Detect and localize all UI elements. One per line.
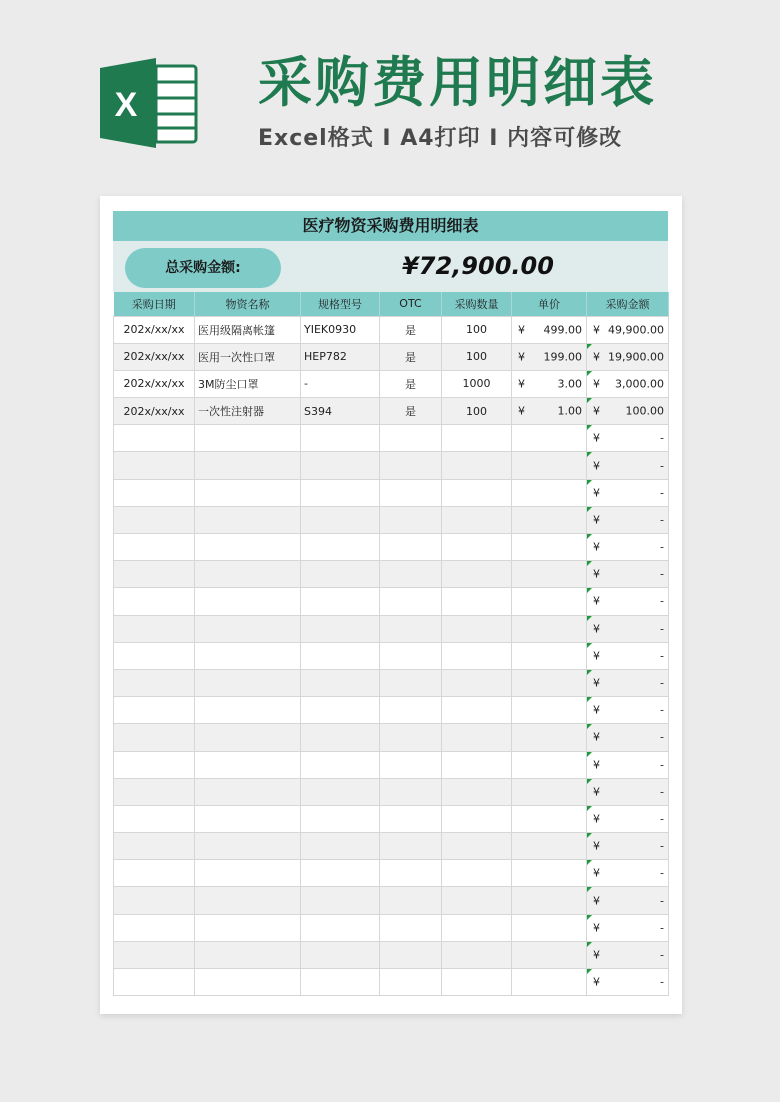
cell-price[interactable] — [512, 724, 587, 751]
total-summary — [113, 241, 668, 292]
cell-qty[interactable] — [442, 860, 512, 887]
cell-amount-value: - — [660, 921, 664, 935]
cell-otc[interactable] — [380, 588, 442, 615]
cell-otc[interactable] — [380, 561, 442, 588]
cell-date[interactable] — [114, 452, 195, 479]
table-row-empty — [114, 724, 669, 751]
cell-amount[interactable] — [587, 615, 669, 642]
cell-amount[interactable] — [587, 642, 669, 669]
cell-amount-value: - — [660, 649, 664, 663]
cell-date[interactable] — [114, 697, 195, 724]
cell-model[interactable] — [301, 561, 380, 588]
table-row-empty — [114, 805, 669, 832]
currency-symbol: ¥ — [518, 323, 525, 337]
cell-price[interactable] — [512, 778, 587, 805]
cell-qty[interactable]: 100 — [442, 316, 512, 343]
col-header-name: 物资名称 — [195, 292, 301, 316]
cell-amount-value: - — [660, 540, 664, 554]
cell-name[interactable] — [195, 615, 301, 642]
cell-model[interactable] — [301, 805, 380, 832]
cell-date[interactable] — [114, 724, 195, 751]
cell-amount[interactable] — [587, 425, 669, 452]
table-row-empty — [114, 452, 669, 479]
table-row — [114, 370, 669, 397]
table-row-empty — [114, 425, 669, 452]
cell-model[interactable] — [301, 588, 380, 615]
cell-name[interactable]: 一次性注射器 — [195, 398, 301, 425]
table-row-empty — [114, 669, 669, 696]
cell-amount-value: - — [660, 676, 664, 690]
cell-otc[interactable]: 是 — [380, 316, 442, 343]
cell-price-value: 499.00 — [543, 323, 582, 337]
cell-qty[interactable] — [442, 941, 512, 968]
cell-amount-value: - — [660, 975, 664, 989]
currency-symbol: ¥ — [593, 812, 600, 826]
cell-amount[interactable] — [587, 343, 669, 370]
page-title: 采购费用明细表 — [258, 51, 657, 114]
cell-amount-value: - — [660, 785, 664, 799]
currency-symbol: ¥ — [593, 486, 600, 500]
table-row-empty — [114, 615, 669, 642]
cell-price[interactable] — [512, 914, 587, 941]
cell-otc[interactable] — [380, 887, 442, 914]
currency-symbol: ¥ — [593, 513, 600, 527]
cell-price[interactable] — [512, 941, 587, 968]
cell-date[interactable] — [114, 669, 195, 696]
table-row-empty — [114, 534, 669, 561]
cell-otc[interactable] — [380, 425, 442, 452]
cell-price[interactable] — [512, 561, 587, 588]
cell-amount[interactable] — [587, 506, 669, 533]
cell-amount[interactable] — [587, 479, 669, 506]
cell-price[interactable] — [512, 805, 587, 832]
cell-qty[interactable] — [442, 751, 512, 778]
cell-otc[interactable]: 是 — [380, 343, 442, 370]
cell-date[interactable] — [114, 751, 195, 778]
col-header-amount: 采购金额 — [587, 292, 669, 316]
cell-qty[interactable] — [442, 615, 512, 642]
cell-name[interactable] — [195, 534, 301, 561]
cell-date[interactable]: 202x/xx/xx — [114, 370, 195, 397]
cell-otc[interactable]: 是 — [380, 398, 442, 425]
cell-otc[interactable] — [380, 860, 442, 887]
sheet-title: 医疗物资采购费用明细表 — [113, 211, 668, 241]
col-header-model: 规格型号 — [301, 292, 380, 316]
cell-amount-value: 19,900.00 — [608, 350, 664, 364]
total-label: 总采购金额: — [125, 248, 281, 288]
currency-symbol: ¥ — [593, 431, 600, 445]
cell-amount-value: 49,900.00 — [608, 323, 664, 337]
cell-price[interactable] — [512, 452, 587, 479]
cell-name[interactable] — [195, 969, 301, 996]
cell-name[interactable] — [195, 479, 301, 506]
table-row-empty — [114, 561, 669, 588]
cell-amount[interactable] — [587, 860, 669, 887]
cell-model[interactable] — [301, 534, 380, 561]
cell-qty[interactable] — [442, 534, 512, 561]
cell-qty[interactable] — [442, 642, 512, 669]
currency-symbol: ¥ — [593, 975, 600, 989]
cell-model[interactable] — [301, 724, 380, 751]
cell-model[interactable] — [301, 941, 380, 968]
cell-qty[interactable] — [442, 479, 512, 506]
cell-qty[interactable] — [442, 724, 512, 751]
cell-otc[interactable] — [380, 805, 442, 832]
cell-price[interactable] — [512, 534, 587, 561]
spreadsheet-page — [100, 196, 682, 1014]
cell-qty[interactable]: 1000 — [442, 370, 512, 397]
cell-name[interactable] — [195, 642, 301, 669]
cell-qty[interactable] — [442, 425, 512, 452]
cell-qty[interactable]: 100 — [442, 398, 512, 425]
cell-date[interactable] — [114, 860, 195, 887]
currency-symbol: ¥ — [593, 948, 600, 962]
cell-name[interactable] — [195, 778, 301, 805]
table-header-row — [114, 292, 669, 316]
cell-price[interactable] — [512, 969, 587, 996]
cell-amount[interactable] — [587, 751, 669, 778]
table-row-empty — [114, 588, 669, 615]
table-row-empty — [114, 833, 669, 860]
cell-model[interactable]: S394 — [301, 398, 380, 425]
cell-qty[interactable] — [442, 887, 512, 914]
cell-amount-value: - — [660, 459, 664, 473]
total-value: ¥72,900.00 — [402, 252, 554, 280]
cell-qty[interactable] — [442, 669, 512, 696]
cell-qty[interactable] — [442, 561, 512, 588]
cell-amount-value: - — [660, 730, 664, 744]
page-subtitle: Excel格式 I A4打印 I 内容可修改 — [258, 126, 623, 151]
table-row-empty — [114, 642, 669, 669]
cell-date[interactable] — [114, 588, 195, 615]
cell-qty[interactable] — [442, 697, 512, 724]
cell-price-value: 199.00 — [543, 350, 582, 364]
cell-name[interactable] — [195, 724, 301, 751]
table-row-empty — [114, 941, 669, 968]
cell-model[interactable] — [301, 697, 380, 724]
cell-date[interactable] — [114, 425, 195, 452]
cell-amount-value: 3,000.00 — [615, 377, 664, 391]
cell-date[interactable]: 202x/xx/xx — [114, 343, 195, 370]
currency-symbol: ¥ — [518, 377, 525, 391]
currency-symbol: ¥ — [593, 323, 600, 337]
currency-symbol: ¥ — [593, 350, 600, 364]
cell-date[interactable] — [114, 941, 195, 968]
cell-amount[interactable] — [587, 452, 669, 479]
cell-amount[interactable] — [587, 370, 669, 397]
cell-model[interactable] — [301, 751, 380, 778]
currency-symbol: ¥ — [593, 894, 600, 908]
cell-amount[interactable] — [587, 941, 669, 968]
table-row-empty — [114, 914, 669, 941]
cell-amount-value: - — [660, 594, 664, 608]
cell-date[interactable] — [114, 969, 195, 996]
cell-price[interactable] — [512, 588, 587, 615]
cell-amount[interactable] — [587, 914, 669, 941]
cell-price[interactable] — [512, 316, 587, 343]
cell-amount-value: - — [660, 622, 664, 636]
cell-otc[interactable] — [380, 697, 442, 724]
cell-otc[interactable] — [380, 642, 442, 669]
cell-name[interactable] — [195, 751, 301, 778]
cell-amount-value: - — [660, 948, 664, 962]
cell-otc[interactable] — [380, 941, 442, 968]
cell-date[interactable] — [114, 833, 195, 860]
cell-otc[interactable] — [380, 969, 442, 996]
cell-amount[interactable] — [587, 833, 669, 860]
cell-otc[interactable] — [380, 914, 442, 941]
cell-date[interactable] — [114, 914, 195, 941]
cell-model[interactable]: HEP782 — [301, 343, 380, 370]
cell-qty[interactable] — [442, 452, 512, 479]
cell-otc[interactable] — [380, 506, 442, 533]
currency-symbol: ¥ — [593, 730, 600, 744]
cell-qty[interactable] — [442, 914, 512, 941]
cell-otc[interactable] — [380, 751, 442, 778]
cell-model[interactable] — [301, 425, 380, 452]
cell-model[interactable] — [301, 669, 380, 696]
table-row-empty — [114, 506, 669, 533]
currency-symbol: ¥ — [518, 350, 525, 364]
cell-price-value: 1.00 — [557, 404, 582, 418]
cell-model[interactable] — [301, 833, 380, 860]
cell-otc[interactable] — [380, 534, 442, 561]
table-row-empty — [114, 887, 669, 914]
cell-date[interactable] — [114, 506, 195, 533]
currency-symbol: ¥ — [593, 594, 600, 608]
cell-amount-value: - — [660, 839, 664, 853]
table-row-empty — [114, 969, 669, 996]
cell-model[interactable] — [301, 887, 380, 914]
table-row — [114, 398, 669, 425]
cell-qty[interactable] — [442, 969, 512, 996]
cell-name[interactable]: 3M防尘口罩 — [195, 370, 301, 397]
cell-date[interactable] — [114, 615, 195, 642]
excel-logo-letter: X — [114, 86, 138, 124]
cell-price[interactable] — [512, 669, 587, 696]
cell-amount-value: - — [660, 513, 664, 527]
cell-otc[interactable] — [380, 778, 442, 805]
currency-symbol: ¥ — [593, 377, 600, 391]
currency-symbol: ¥ — [593, 540, 600, 554]
cell-amount-value: - — [660, 486, 664, 500]
cell-price[interactable] — [512, 887, 587, 914]
table-row — [114, 343, 669, 370]
cell-name[interactable] — [195, 425, 301, 452]
cell-model[interactable] — [301, 615, 380, 642]
cell-name[interactable] — [195, 697, 301, 724]
cell-date[interactable] — [114, 805, 195, 832]
col-header-qty: 采购数量 — [442, 292, 512, 316]
table-row — [114, 316, 669, 343]
cell-qty[interactable] — [442, 588, 512, 615]
cell-model[interactable] — [301, 506, 380, 533]
cell-name[interactable] — [195, 561, 301, 588]
cell-name[interactable] — [195, 669, 301, 696]
currency-symbol: ¥ — [593, 866, 600, 880]
col-header-otc: OTC — [380, 292, 442, 316]
cell-date[interactable] — [114, 534, 195, 561]
cell-name[interactable] — [195, 588, 301, 615]
cell-amount-value: - — [660, 812, 664, 826]
cell-amount[interactable] — [587, 724, 669, 751]
cell-price[interactable] — [512, 343, 587, 370]
cell-date[interactable] — [114, 778, 195, 805]
cell-name[interactable]: 医用级隔离帐篷 — [195, 316, 301, 343]
cell-model[interactable] — [301, 914, 380, 941]
cell-otc[interactable] — [380, 724, 442, 751]
cell-amount[interactable] — [587, 534, 669, 561]
cell-qty[interactable] — [442, 805, 512, 832]
cell-amount[interactable] — [587, 778, 669, 805]
cell-amount-value: - — [660, 758, 664, 772]
currency-symbol: ¥ — [593, 839, 600, 853]
excel-icon — [100, 58, 200, 148]
cell-qty[interactable] — [442, 778, 512, 805]
cell-model[interactable] — [301, 778, 380, 805]
cell-price[interactable] — [512, 697, 587, 724]
cell-name[interactable] — [195, 914, 301, 941]
cell-otc[interactable] — [380, 615, 442, 642]
cell-date[interactable]: 202x/xx/xx — [114, 316, 195, 343]
currency-symbol: ¥ — [593, 703, 600, 717]
cell-price[interactable] — [512, 479, 587, 506]
col-header-price: 单价 — [512, 292, 587, 316]
currency-symbol: ¥ — [593, 404, 600, 418]
table-row-empty — [114, 751, 669, 778]
cell-name[interactable] — [195, 887, 301, 914]
table-row-empty — [114, 860, 669, 887]
currency-symbol: ¥ — [518, 404, 525, 418]
purchase-table — [113, 292, 669, 996]
table-row-empty — [114, 697, 669, 724]
cell-price[interactable] — [512, 860, 587, 887]
cell-otc[interactable]: 是 — [380, 370, 442, 397]
cell-date[interactable] — [114, 887, 195, 914]
cell-name[interactable] — [195, 860, 301, 887]
cell-model[interactable] — [301, 860, 380, 887]
currency-symbol: ¥ — [593, 921, 600, 935]
cell-amount-value: 100.00 — [625, 404, 664, 418]
cell-amount-value: - — [660, 703, 664, 717]
col-header-date: 采购日期 — [114, 292, 195, 316]
cell-price[interactable] — [512, 615, 587, 642]
cell-price[interactable] — [512, 833, 587, 860]
cell-price[interactable] — [512, 398, 587, 425]
cell-price[interactable] — [512, 751, 587, 778]
currency-symbol: ¥ — [593, 785, 600, 799]
cell-amount[interactable] — [587, 887, 669, 914]
cell-date[interactable] — [114, 479, 195, 506]
cell-name[interactable] — [195, 805, 301, 832]
cell-name[interactable] — [195, 452, 301, 479]
currency-symbol: ¥ — [593, 567, 600, 581]
currency-symbol: ¥ — [593, 649, 600, 663]
cell-amount[interactable] — [587, 697, 669, 724]
cell-price[interactable] — [512, 642, 587, 669]
currency-symbol: ¥ — [593, 676, 600, 690]
cell-amount[interactable] — [587, 969, 669, 996]
cell-model[interactable] — [301, 969, 380, 996]
cell-qty[interactable] — [442, 833, 512, 860]
cell-amount[interactable] — [587, 669, 669, 696]
currency-symbol: ¥ — [593, 758, 600, 772]
cell-amount-value: - — [660, 431, 664, 445]
cell-model[interactable]: YIEK0930 — [301, 316, 380, 343]
cell-model[interactable] — [301, 642, 380, 669]
cell-otc[interactable] — [380, 479, 442, 506]
cell-name[interactable] — [195, 833, 301, 860]
cell-amount[interactable] — [587, 805, 669, 832]
cell-date[interactable] — [114, 642, 195, 669]
cell-otc[interactable] — [380, 669, 442, 696]
cell-price[interactable] — [512, 506, 587, 533]
cell-amount[interactable] — [587, 398, 669, 425]
cell-qty[interactable] — [442, 506, 512, 533]
cell-model[interactable]: - — [301, 370, 380, 397]
cell-model[interactable] — [301, 452, 380, 479]
cell-amount[interactable] — [587, 588, 669, 615]
cell-date[interactable] — [114, 561, 195, 588]
cell-price-value: 3.00 — [557, 377, 582, 391]
cell-otc[interactable] — [380, 833, 442, 860]
cell-price[interactable] — [512, 370, 587, 397]
currency-symbol: ¥ — [593, 459, 600, 473]
cell-name[interactable]: 医用一次性口罩 — [195, 343, 301, 370]
cell-name[interactable] — [195, 941, 301, 968]
cell-amount-value: - — [660, 866, 664, 880]
table-row-empty — [114, 778, 669, 805]
currency-symbol: ¥ — [593, 622, 600, 636]
cell-name[interactable] — [195, 506, 301, 533]
cell-model[interactable] — [301, 479, 380, 506]
cell-qty[interactable]: 100 — [442, 343, 512, 370]
cell-date[interactable]: 202x/xx/xx — [114, 398, 195, 425]
cell-amount[interactable] — [587, 561, 669, 588]
cell-otc[interactable] — [380, 452, 442, 479]
cell-amount[interactable] — [587, 316, 669, 343]
cell-amount-value: - — [660, 894, 664, 908]
cell-price[interactable] — [512, 425, 587, 452]
cell-amount-value: - — [660, 567, 664, 581]
table-row-empty — [114, 479, 669, 506]
